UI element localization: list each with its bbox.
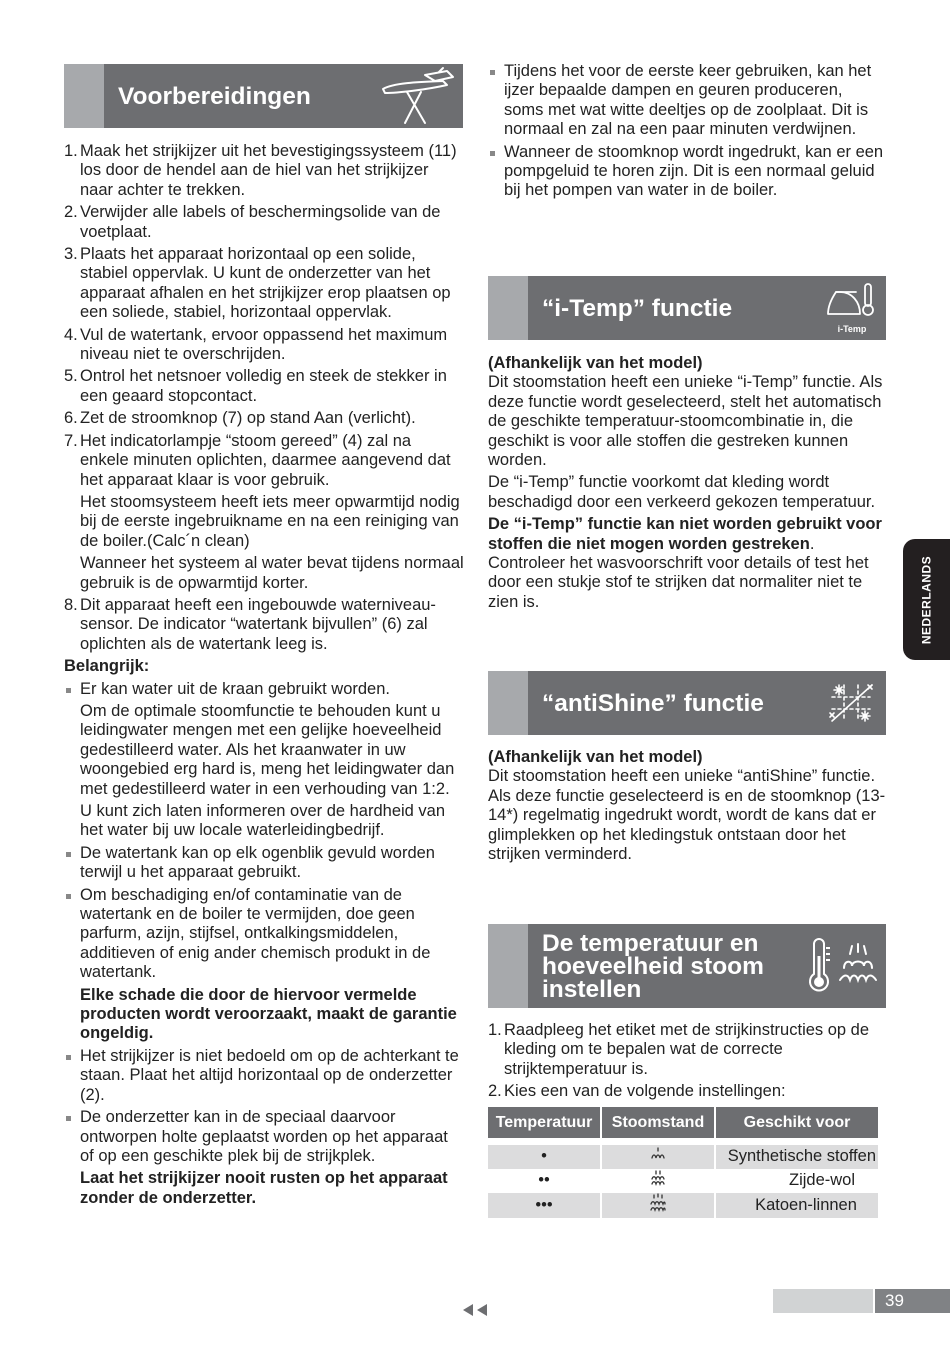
title-line: De temperatuur en: [542, 929, 759, 957]
itemp-warning-rest: . Controleer het wasvoorschrift voor details of test het door een stukje stof te strijken dat normaliter niet te zien is.: [488, 534, 869, 611]
itemp-warning: De “i-Temp” functie kan niet worden gebruikt voor stoffen die niet mogen worden gestreken: [488, 515, 882, 553]
section-header-temperature: [488, 924, 886, 1008]
step-item: [64, 142, 464, 200]
header-tab: [64, 64, 104, 128]
table-row: [488, 1145, 878, 1169]
temperature-steps: [488, 1021, 886, 1102]
step-item: [64, 203, 464, 242]
settings-table: [486, 1107, 880, 1218]
column-header-temperatuur: Temperatuur: [488, 1107, 600, 1138]
warning-text: Elke schade die door de hiervoor vermelde producten wordt veroorzaakt, maakt de garantie ongeldig.: [80, 985, 457, 1043]
antishine-paragraph: Dit stoomstation heeft een unieke “antiShine” functie. Als deze functie geselecteerd is en de stoomknop (13-14*) regelmatig ingedrukt wordt, wordt de kans dat er glimplekken op het kledingstuk ontstaan door het strijken verminderd.: [488, 767, 886, 864]
step-number: 3.: [64, 245, 78, 264]
step-item: [488, 1021, 886, 1079]
section-header-antishine: [488, 671, 886, 735]
antishine-icon: [822, 673, 882, 733]
step-text: Maak het strijkijzer uit het bevestigingssysteem (11) los door de hendel aan de hiel van het strijkijzer naar achter te trekken.: [80, 142, 457, 199]
temperature-dots: ••: [538, 1171, 550, 1190]
section-title: “i-Temp” functie: [542, 294, 733, 322]
steam-level-3-icon: [648, 1193, 668, 1213]
step-text: Raadpleeg het etiket met de strijkinstructies op de kleding om te bepalen wat de correcte strijktemperatuur is.: [504, 1021, 870, 1078]
step-text: Dit apparaat heeft een ingebouwde waterniveau-sensor. De indicator “watertank bijvullen” (6) zal oplichten als de watertank leeg is.: [80, 595, 436, 653]
bullet-subparagraph: Om de optimale stoomfunctie te behouden kunt u leidingwater mengen met een gelijke hoeveelheid gedestilleerd water. Als het kraanwater in uw woongebied erg hard is, meng het leidingwater dan met gedestilleerd water in een verhouding van 1:2.: [80, 701, 455, 798]
section-title: Voorbereidingen: [118, 82, 311, 110]
language-tab: [903, 539, 950, 660]
bullet-text: De onderzetter kan in de speciaal daarvoor ontworpen holte geplaatst worden op het apparaat of op een geschikte plek bij de strijkplek.: [80, 1108, 448, 1165]
fabric-cell: Zijde-wol: [788, 1171, 856, 1190]
column-header-geschikt-voor: Geschikt voor: [716, 1107, 878, 1138]
step-number: 2.: [488, 1082, 502, 1101]
bullet-item: [64, 680, 464, 841]
temperature-body: [488, 1021, 886, 1105]
step-number: 1.: [64, 142, 78, 160]
step-subparagraph: Wanneer het systeem al water bevat tijdens normaal gebruik is de opwarmtijd korter.: [80, 554, 464, 592]
settings-table-wrap: [488, 1107, 882, 1218]
intro-bullets: [488, 62, 886, 201]
iron-thermometer-icon: [822, 278, 882, 338]
step-number: 2.: [64, 203, 78, 222]
ironing-board-icon: [377, 65, 459, 127]
page-number-bar: [773, 1289, 873, 1313]
bullet-text: Er kan water uit de kraan gebruikt worden.: [80, 679, 390, 698]
intro-notes: [488, 62, 886, 204]
itemp-paragraph: [488, 515, 886, 612]
step-item: [64, 409, 464, 428]
bullet-text: De watertank kan op elk ogenblik gevuld worden terwijl u het apparaat gebruikt.: [80, 843, 435, 882]
bullet-item: [64, 886, 464, 1044]
table-header-row: [488, 1107, 878, 1138]
table-spacer: [488, 1138, 878, 1145]
step-item: [64, 367, 464, 406]
language-label: NEDERLANDS: [918, 555, 933, 644]
step-number: 8.: [64, 595, 78, 614]
itemp-body: [488, 354, 886, 612]
temperature-dots: •••: [488, 1193, 600, 1218]
steam-icon: [836, 936, 880, 996]
fabric-cell: Synthetische stoffen: [716, 1145, 878, 1169]
step-text: Vul de watertank, ervoor oppassend het maximum niveau niet te overschrijden.: [80, 325, 448, 364]
bullet-item: [64, 844, 464, 883]
page-number: 39: [875, 1289, 950, 1313]
header-tab: [488, 671, 528, 735]
step-item: [64, 326, 464, 365]
bullet-text: Het strijkijzer is niet bedoeld om op de achterkant te staan. Plaat het altijd horizontaal op de onderzetter (2).: [80, 1046, 459, 1104]
preparation-steps: [64, 142, 464, 654]
section-header-voorbereidingen: [64, 64, 463, 128]
model-note: (Afhankelijk van het model): [488, 354, 703, 372]
steam-level-cell: [602, 1169, 714, 1193]
antishine-body: [488, 748, 886, 864]
step-text: Het indicatorlampje “stoom gereed” (4) zal na enkele minuten oplichten, daarmee aangevend dat het apparaat klaar is voor gebruik.: [80, 431, 451, 489]
steam-level-1-icon: [649, 1146, 667, 1162]
bullet-text: Tijdens het voor de eerste keer gebruiken, kan het ijzer bepaalde dampen en geuren produceren, soms met wat witte deeltjes op de zoolplaat. Dit is normaal en zal na een paar minuten verdwijnen.: [504, 62, 872, 139]
itemp-paragraph: Dit stoomstation heeft een unieke “i-Temp” functie. Als deze functie wordt geselecteerd, stelt het automatisch de geschikte temperatuur-stoomcombinatie in, die geschikt is voor alle stoffen die gestreken kunnen worden.: [488, 373, 883, 470]
step-item: [64, 432, 464, 593]
warning-text: Laat het strijkijzer nooit rusten op het apparaat zonder de onderzetter.: [80, 1169, 448, 1207]
step-item: [64, 596, 464, 654]
steam-level-cell: [602, 1145, 714, 1169]
thermometer-icon: [806, 936, 832, 996]
title-line: hoeveelheid stoom: [542, 952, 764, 980]
icon-label: i-Temp: [837, 324, 867, 334]
step-text: Ontrol het netsnoer volledig en steek de stekker in een geaard stopcontact.: [80, 367, 447, 405]
voorbereidingen-body: [64, 142, 464, 1211]
bullet-item: [488, 62, 886, 140]
steam-level-cell: [602, 1193, 714, 1218]
step-item: [64, 245, 464, 323]
step-text: Zet de stroomknop (7) op stand Aan (verlicht).: [80, 409, 416, 428]
bullet-item: [64, 1047, 464, 1105]
temperature-dots: •: [488, 1145, 600, 1169]
step-number: 6.: [64, 409, 78, 428]
step-number: 7.: [64, 431, 78, 450]
step-number: 1.: [488, 1021, 502, 1039]
step-text: Verwijder alle labels of beschermingsolide van de voetplaat.: [80, 203, 441, 241]
section-title: “antiShine” functie: [542, 689, 764, 717]
steam-level-2-icon: [649, 1169, 667, 1187]
bullet-text: Wanneer de stoomknop wordt ingedrukt, kan er een pompgeluid te horen zijn. Dit is een normaal geluid bij het pompen van water in de boiler.: [504, 142, 884, 200]
step-number: 5.: [64, 367, 78, 386]
header-tab: [488, 276, 528, 340]
table-row: [488, 1169, 878, 1193]
important-bullets: [64, 680, 464, 1209]
double-arrow-left-icon: [461, 1303, 489, 1317]
title-line: instellen: [542, 975, 642, 1003]
bullet-text: Om beschadiging en/of contaminatie van de watertank en de boiler te vermijden, doe geen parfurm, azijn, stijfsel, ontkalkingsmiddelen, additieven of enig ander chemisch produkt in de watertank.: [80, 885, 431, 982]
table-row: [488, 1193, 878, 1218]
column-header-stoomstand: Stoomstand: [602, 1107, 714, 1138]
step-item: [488, 1082, 886, 1101]
step-number: 4.: [64, 325, 78, 344]
step-text: Plaats het apparaat horizontaal op een solide, stabiel oppervlak. U kunt de onderzetter van het apparaat afhalen en het strijkijzer erop plaatsen op een soliede, stabiel, horizontaal oppervlak.: [80, 245, 451, 322]
header-tab: [488, 924, 528, 1008]
section-title: [528, 929, 806, 1003]
step-text: Kies een van de volgende instellingen:: [504, 1082, 786, 1101]
fabric-cell: Katoen-linnen: [716, 1193, 878, 1218]
important-label: Belangrijk:: [64, 657, 150, 676]
model-note: (Afhankelijk van het model): [488, 748, 703, 766]
bullet-item: [488, 143, 886, 201]
bullet-subparagraph: U kunt zich laten informeren over de hardheid van het water bij uw locale waterleidingbedrijf.: [80, 802, 446, 840]
section-header-itemp: [488, 276, 886, 340]
bullet-item: [64, 1108, 464, 1208]
step-subparagraph: Het stoomsysteem heeft iets meer opwarmtijd nodig bij de eerste ingebruikname en na een reiniging van de boiler.(Calc´n clean): [80, 492, 460, 550]
itemp-paragraph: De “i-Temp” functie voorkomt dat kleding wordt beschadigd door een verkeerd gekozen temperatuur.: [488, 473, 876, 511]
